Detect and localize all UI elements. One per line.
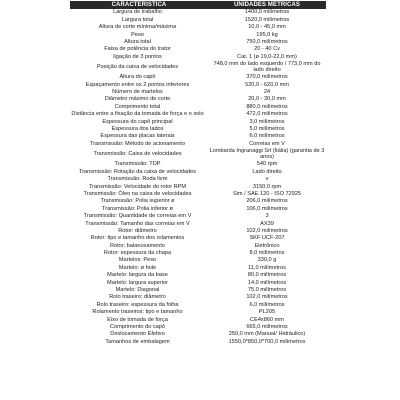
characteristic-cell: Espessura do capô principal	[102, 118, 173, 125]
value-cell: 14,0 milímetros	[247, 279, 287, 286]
table-row	[70, 126, 326, 133]
characteristic-cell: Distância entre a fixação da tomada de força e o solo	[71, 111, 204, 118]
table-row	[70, 213, 326, 220]
value-cell: Cat. 1 (ø 19,0-22,0 mm)	[237, 53, 297, 60]
value-cell: Correias em V	[249, 140, 285, 147]
header-characteristic: CARACTERÍSTICA	[70, 1, 208, 9]
value-cell: 102,0 milímetros	[246, 227, 288, 234]
value-cell: 3	[265, 213, 269, 220]
characteristic-cell: Rolamento traseiros: tipo e tamanho	[92, 309, 183, 316]
table-row	[70, 46, 326, 53]
characteristic-cell: Martelo: largura superior	[107, 279, 168, 286]
characteristic-cell: Largura total	[121, 16, 154, 23]
table-row	[70, 272, 326, 279]
characteristic-cell: Martelo: ø hole	[118, 264, 157, 271]
table-row	[70, 242, 326, 249]
specifications-table	[70, 1, 326, 346]
value-cell: AX39	[260, 220, 274, 227]
value-cell: 6,0 milímetros	[249, 301, 285, 308]
characteristic-cell: Transmissão: Caixa de velocidades	[93, 151, 182, 158]
characteristic-cell: Eixo de tomada de força	[107, 316, 168, 323]
table-row	[70, 250, 326, 257]
characteristic-cell: Transmissão: Rotação da caixa de velocidades	[78, 168, 196, 175]
value-cell: 10,0 - 45,0 mm	[248, 24, 286, 31]
characteristic-cell: Comprimento total	[114, 103, 161, 110]
characteristic-cell: Tamanhos de embalagem	[105, 338, 170, 345]
table-row	[70, 264, 326, 271]
characteristic-cell: Transmissão: Óleo na caixa de velocidades	[83, 190, 192, 197]
table-row	[70, 16, 326, 23]
characteristic-cell: Deslocamento Efetivo	[110, 331, 165, 338]
characteristic-cell: Martelos: Peso	[118, 257, 157, 264]
table-row	[70, 133, 326, 140]
table-row	[70, 331, 326, 338]
value-cell: 6,0 milímetros	[249, 133, 285, 140]
value-cell: 20,0 - 30,0 mm	[248, 96, 286, 103]
value-cell: 520,0 - 620,0 mm	[245, 81, 289, 88]
table-row	[70, 161, 326, 168]
table-row	[70, 191, 326, 198]
characteristic-cell: Transmissão: TDP	[114, 161, 161, 168]
characteristic-cell: Rolo traseiro: diâmetro	[109, 294, 166, 301]
value-cell: 748,0 mm do lado esquerdo / 773,0 mm do lado direito	[213, 60, 321, 74]
table-row	[70, 74, 326, 81]
table-row	[70, 89, 326, 96]
table-row	[70, 235, 326, 242]
table-row	[70, 176, 326, 183]
characteristic-cell: Transmissão: Quantidade de correias em V	[83, 213, 192, 220]
characteristic-cell: Peso	[131, 31, 144, 38]
value-cell: 11,0 milímetros	[248, 264, 286, 271]
table-row	[70, 309, 326, 316]
value-cell: Sim / SAE 120 - ISO 72925	[232, 190, 302, 197]
table-row	[70, 24, 326, 31]
characteristic-cell: Rotor: balanceamento	[109, 242, 166, 249]
characteristic-cell: Altura total	[124, 38, 151, 45]
table-row	[70, 287, 326, 294]
value-cell: 370,0 milímetros	[246, 74, 288, 81]
value-cell: 8,0 milímetros	[249, 250, 285, 257]
table-body	[70, 9, 326, 346]
specifications-sheet	[70, 1, 326, 346]
characteristic-cell: Número de martelos	[112, 89, 163, 96]
value-cell: 540 rpm	[256, 161, 278, 168]
value-cell: 20 - 40 Cv	[254, 46, 280, 53]
value-cell: 206,0 milímetros	[246, 198, 288, 205]
value-cell: 472,0 milímetros	[246, 111, 288, 118]
characteristic-cell: Faixa de potência do trator	[104, 46, 171, 53]
value-cell: CE4x860 mm	[250, 316, 284, 323]
characteristic-cell: Espaçamento entre os 2 pontos inferiores	[85, 81, 190, 88]
characteristic-cell: Altura do capô	[119, 74, 156, 81]
value-cell: 250,0 mm (Manual/ Hidráulico)	[228, 331, 306, 338]
value-cell: 665,0 milímetros	[246, 324, 288, 330]
table-row	[70, 205, 326, 212]
characteristic-cell: Transmissão: Polia superior ø	[100, 198, 175, 205]
value-cell: SKF UCF-207	[249, 235, 285, 242]
table-row	[70, 140, 326, 147]
value-cell: 106,0 milímetros	[246, 205, 288, 212]
value-cell: PL205	[258, 309, 276, 316]
value-cell: 1520,0 milímetros	[244, 16, 290, 23]
value-cell: 80,0 milímetros	[247, 272, 287, 279]
table-row	[70, 61, 326, 74]
value-cell: 3,0 milímetros	[249, 118, 285, 125]
value-cell: 1400,0 milímetros	[244, 9, 290, 16]
characteristic-cell: Martelo: largura da base	[107, 272, 168, 279]
value-cell: Lado direito	[252, 168, 282, 175]
value-cell: 880,0 milímetros	[246, 103, 288, 110]
value-cell: 1550,0*850,0*700,0 milímetros	[228, 338, 306, 345]
characteristic-cell: Largura de trabalho	[113, 9, 162, 16]
table-row	[70, 301, 326, 308]
value-cell: 5,0 milímetros	[249, 126, 285, 133]
characteristic-cell: Transmissão: Tamanho das correias em V	[85, 220, 190, 227]
characteristic-cell: Transmissão: Polia inferior ø	[102, 205, 173, 212]
table-row	[70, 183, 326, 190]
table-header	[70, 1, 326, 9]
characteristic-cell: Rolo traseiro: espessura da folha	[96, 301, 179, 308]
characteristic-cell: Martelo: Diagonal	[115, 287, 160, 294]
characteristic-cell: Rotor: espessura da chapa	[103, 250, 172, 257]
table-row	[70, 338, 326, 345]
table-row	[70, 324, 326, 331]
value-cell: 24	[263, 89, 271, 96]
table-row	[70, 220, 326, 227]
table-row	[70, 31, 326, 38]
characteristic-cell: ligação de 3 pontos	[113, 53, 162, 60]
header-metric-units: UNIDADES MÉTRICAS	[208, 1, 326, 9]
characteristic-cell: Transmissão: Método de acionamento	[90, 140, 185, 147]
characteristic-cell: Transmissão: Roda livre	[107, 176, 168, 183]
table-row	[70, 96, 326, 103]
table-row	[70, 279, 326, 286]
table-row	[70, 111, 326, 118]
table-row	[70, 81, 326, 88]
table-row	[70, 39, 326, 46]
value-cell: v	[265, 176, 269, 183]
value-cell: 330,0 g	[257, 257, 277, 264]
table-row	[70, 294, 326, 301]
characteristic-cell: Rotor: tipo e tamanho dos rolamentos	[90, 235, 185, 242]
table-row	[70, 198, 326, 205]
value-cell: 195,0 kg	[256, 31, 278, 38]
table-row	[70, 228, 326, 235]
table-row	[70, 316, 326, 323]
table-row	[70, 168, 326, 175]
characteristic-cell: Comprimento do capô	[109, 324, 166, 330]
table-row	[70, 148, 326, 161]
characteristic-cell: Espessura dos lados	[111, 126, 164, 133]
table-row	[70, 103, 326, 110]
table-row	[70, 118, 326, 125]
value-cell: Eletrônico	[254, 242, 280, 249]
characteristic-cell: Transmissão: Velocidade do rotor RPM	[88, 183, 187, 190]
characteristic-cell: Diâmetro máximo de corte	[104, 96, 171, 103]
value-cell: 102,0 milímetros	[246, 294, 288, 301]
table-row	[70, 53, 326, 60]
characteristic-cell: Rotor: diâmetro	[118, 227, 157, 234]
table-row	[70, 257, 326, 264]
value-cell: 75,0 milímetros	[247, 287, 287, 294]
value-cell: Lombarda Ingranaggi Srl (Itália) (garantia de 3 anos)	[209, 147, 325, 161]
characteristic-cell: Altura de corte mínima/máxima	[98, 24, 177, 31]
characteristic-cell: Posição da caixa de velocidades	[96, 64, 179, 71]
value-cell: 750,0 milímetros	[246, 38, 288, 45]
characteristic-cell: Espessura das placas laterais	[100, 133, 175, 140]
table-row	[70, 9, 326, 16]
value-cell: 3150,0 rpm	[252, 183, 282, 190]
